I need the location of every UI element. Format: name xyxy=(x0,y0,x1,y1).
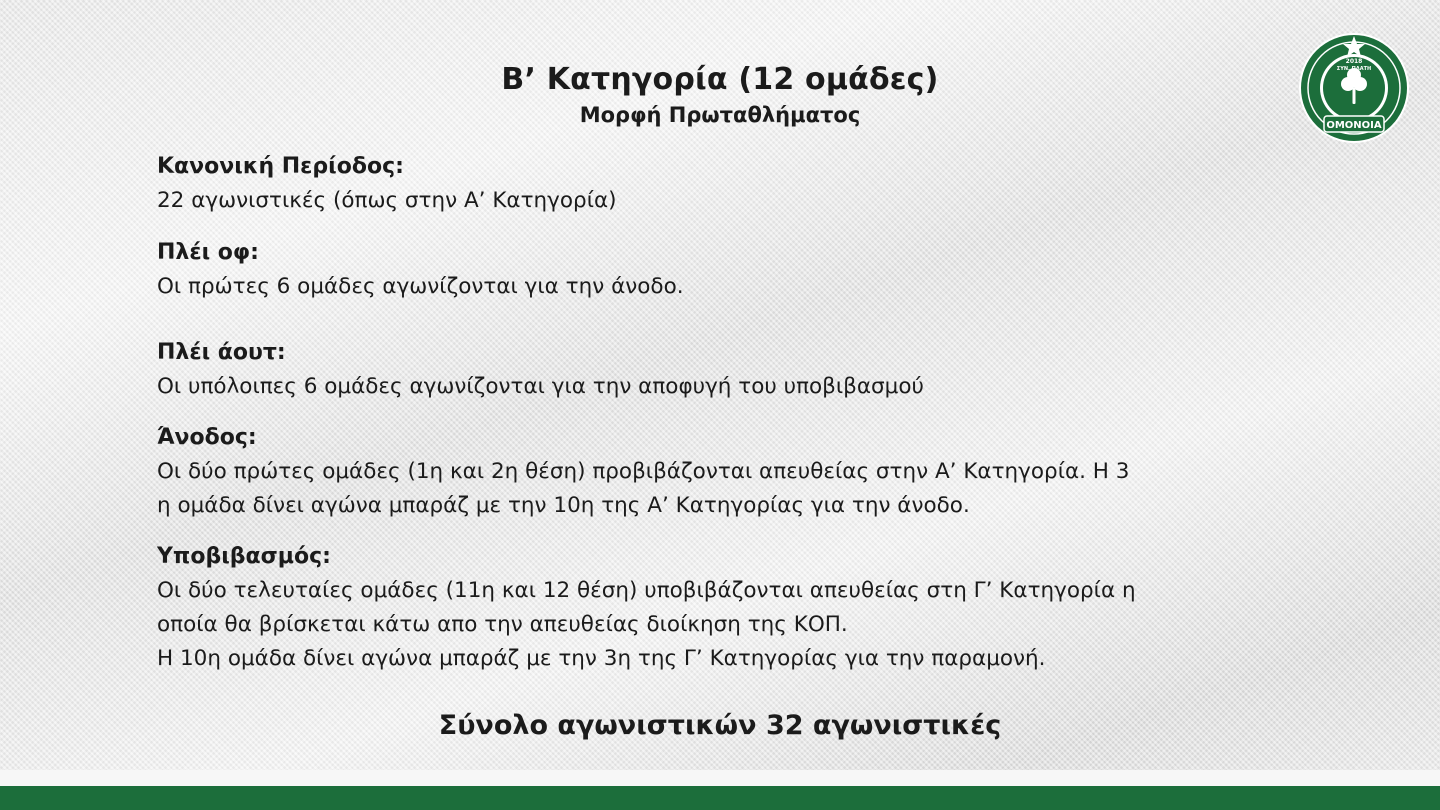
bottom-stripe-white xyxy=(0,770,1440,786)
section-text: 22 αγωνιστικές (όπως στην Α’ Κατηγορία) xyxy=(157,188,617,213)
section-text: Οι πρώτες 6 ομάδες αγωνίζονται για την άνοδο. xyxy=(157,274,684,299)
section-playoff xyxy=(157,236,1307,304)
page-title: Β’ Κατηγορία (12 ομάδες) xyxy=(501,62,939,97)
section-text: Η 10η ομάδα δίνει αγώνα μπαράζ με την 3η της Γ’ Κατηγορίας για την παραμονή. xyxy=(157,646,1046,671)
section-heading: Πλέι οφ: xyxy=(157,240,259,265)
section-heading: Κανονική Περίοδος: xyxy=(157,154,404,179)
content xyxy=(157,150,1307,676)
logo-year: 2018 xyxy=(1345,58,1363,65)
section-heading: Υποβιβασμός: xyxy=(157,544,331,569)
section-text: Οι δύο πρώτες ομάδες (1η και 2η θέση) προβιβάζονται απευθείας στην Α’ Κατηγορία. Η 3 xyxy=(157,459,1130,484)
omonoia-crest-icon xyxy=(1298,32,1410,144)
section-text: Οι υπόλοιπες 6 ομάδες αγωνίζονται για την αποφυγή του υποβιβασμού xyxy=(157,374,924,399)
section-text: η ομάδα δίνει αγώνα μπαράζ με την 10η της Α’ Κατηγορίας για την άνοδο. xyxy=(157,493,970,518)
section-text: Οι δύο τελευταίες ομάδες (11η και 12 θέση) υποβιβάζονται απευθείας στη Γ’ Κατηγορία η xyxy=(157,578,1136,603)
section-heading: Άνοδος: xyxy=(157,425,257,450)
bottom-stripe-green xyxy=(0,786,1440,810)
section-regular-season xyxy=(157,150,1307,218)
logo-text-bottom: ΟΜΟΝΟΙΑ xyxy=(1326,120,1382,131)
total-matchdays: Σύνολο αγωνιστικών 32 αγωνιστικές xyxy=(438,710,1002,741)
header xyxy=(0,62,1440,127)
section-promotion xyxy=(157,421,1307,523)
page-subtitle: Μορφή Πρωταθλήματος xyxy=(579,103,861,127)
section-relegation xyxy=(157,540,1307,676)
section-playout xyxy=(157,336,1307,404)
logo-text-top: ΣΥΝ. ΠΛΑΤΗ xyxy=(1336,66,1372,72)
section-text: οποία θα βρίσκεται κάτω απο την απευθείας διοίκηση της ΚΟΠ. xyxy=(157,612,848,637)
section-heading: Πλέι άουτ: xyxy=(157,340,286,365)
